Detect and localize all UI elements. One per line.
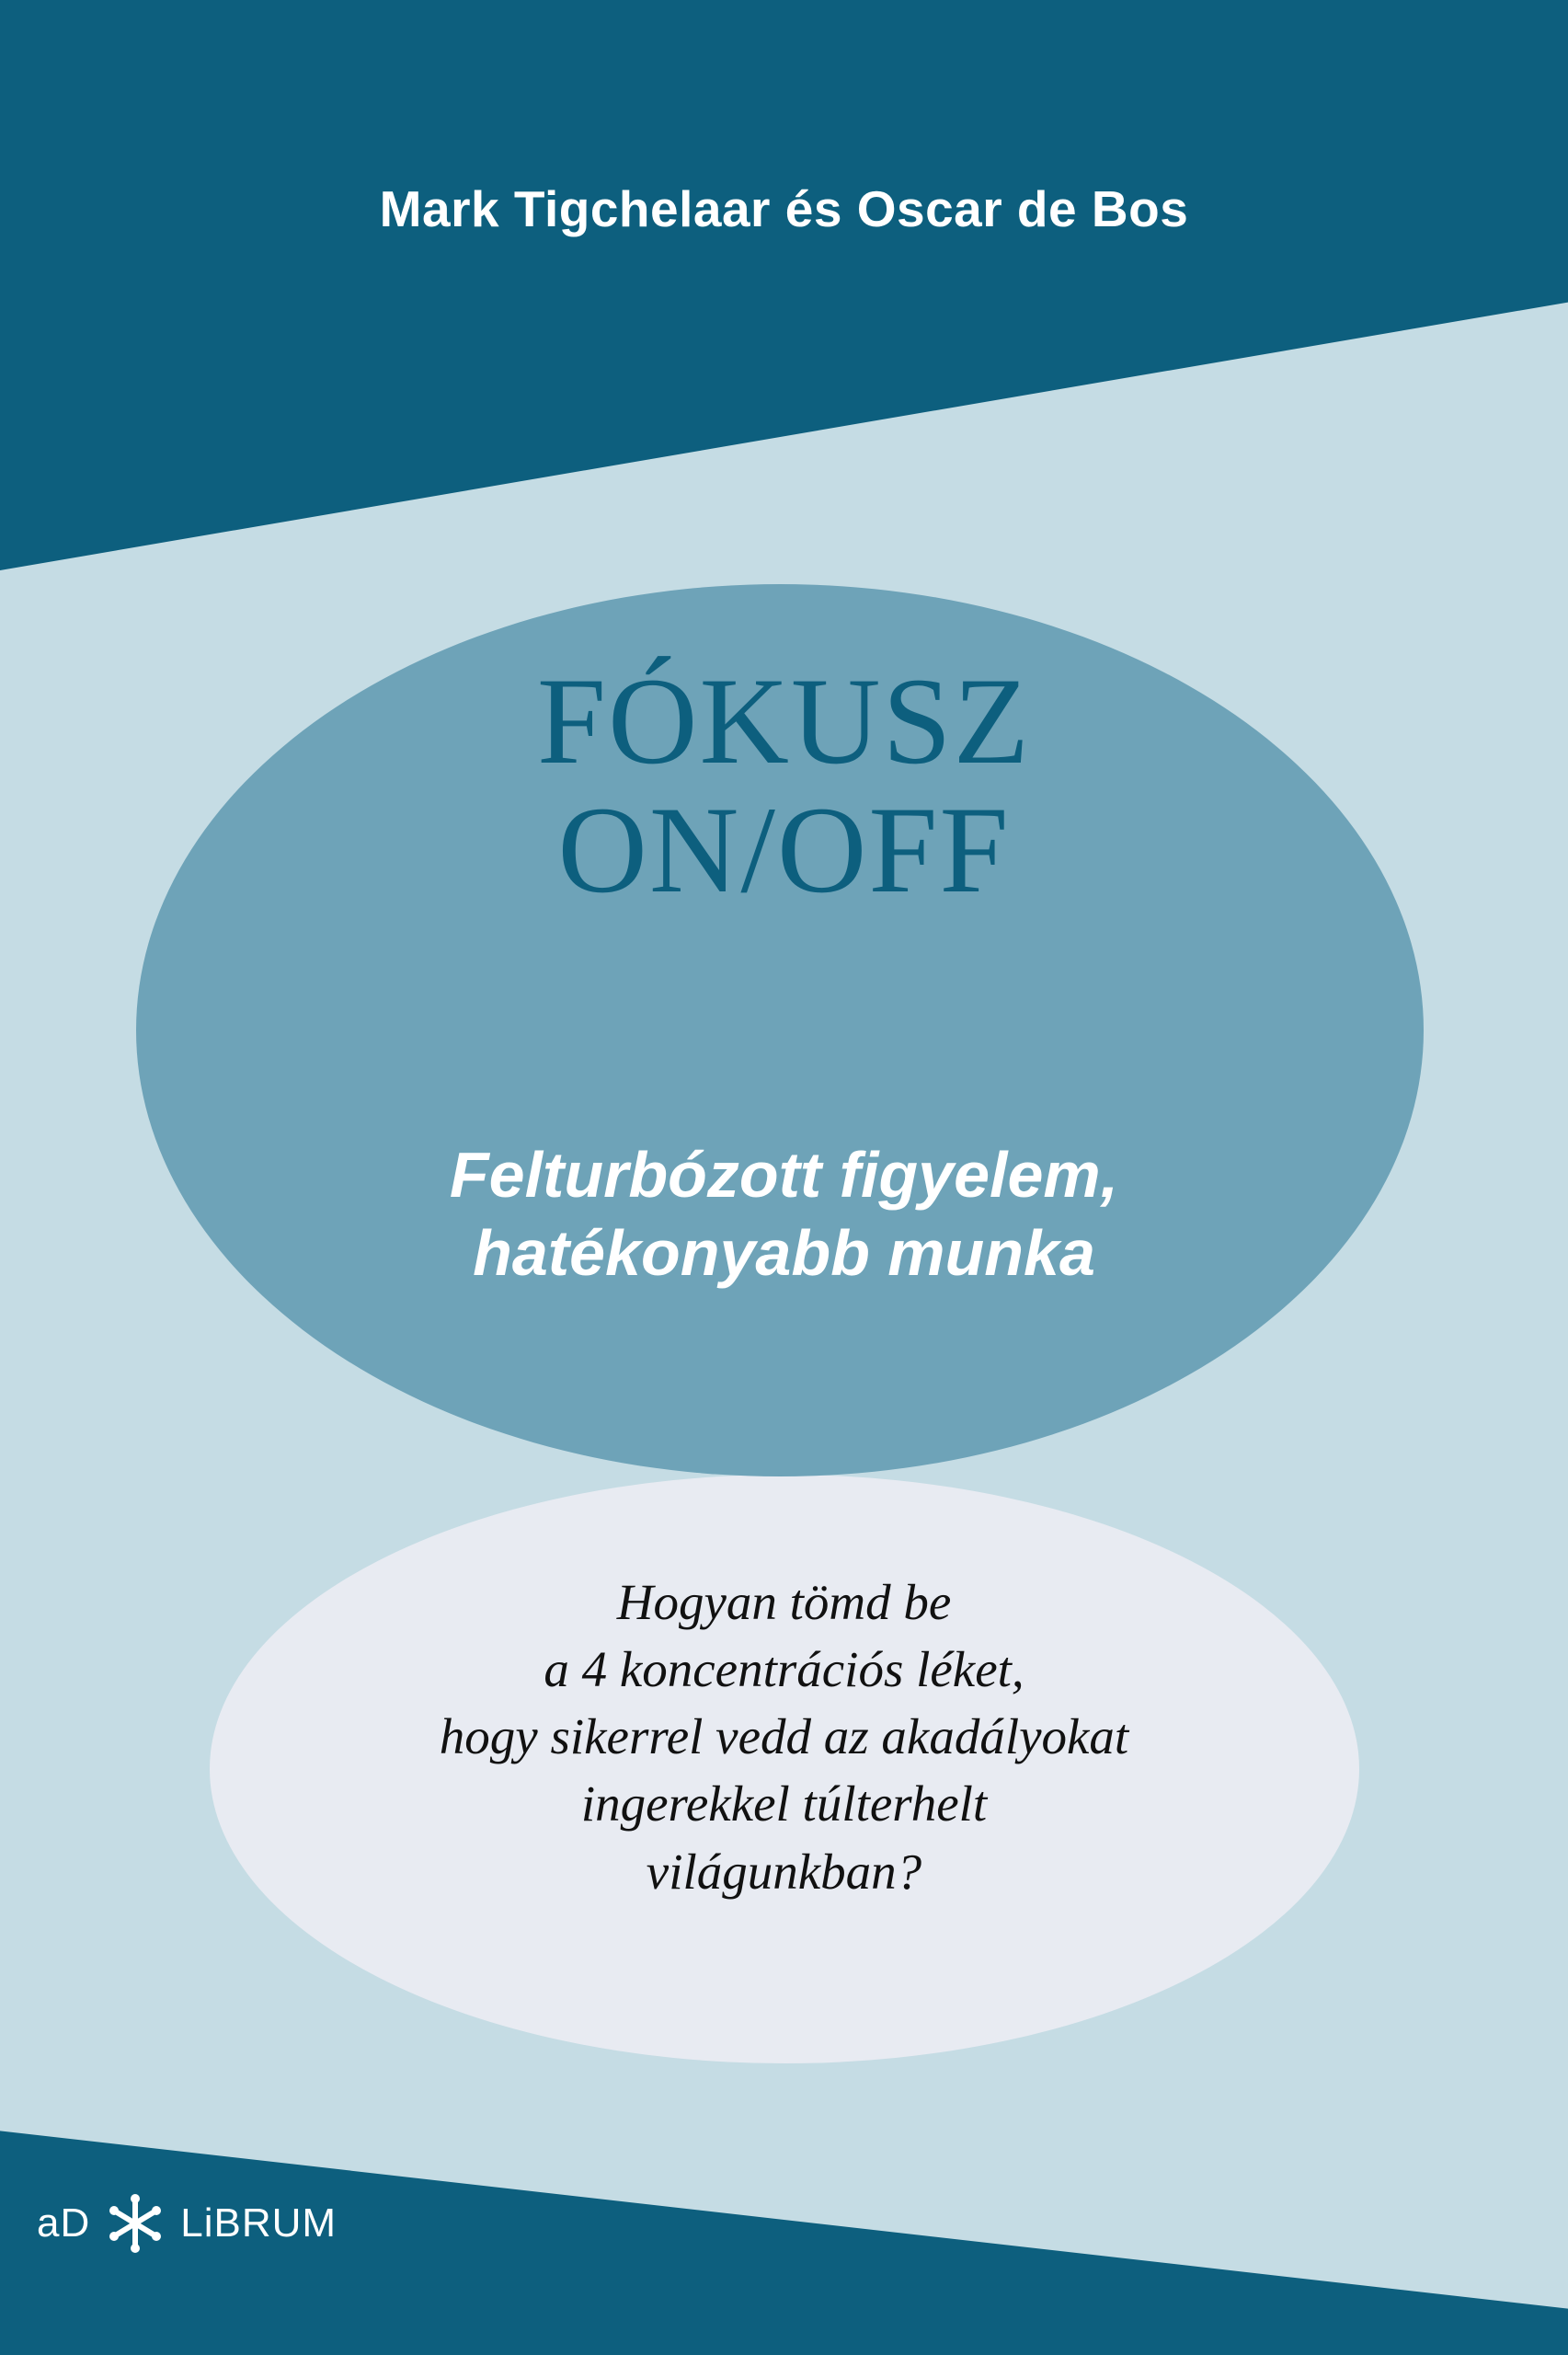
blurb-line-4: ingerekkel túlterhelt	[580, 1775, 988, 1832]
book-title	[0, 653, 1568, 920]
publisher-prefix: aD	[37, 2200, 91, 2246]
publisher-logo	[37, 2191, 337, 2256]
author-line: Mark Tigchelaar és Oscar de Bos	[379, 180, 1189, 237]
blurb-line-2: a 4 koncentrációs léket,	[544, 1641, 1024, 1698]
book-subtitle	[0, 1136, 1568, 1293]
subtitle-line-1: Felturbózott figyelem,	[449, 1139, 1119, 1211]
title-line-2: ON/OFF	[557, 782, 1011, 920]
asterisk-icon	[103, 2191, 167, 2256]
blurb-line-3: hogy sikerrel vedd az akadályokat	[439, 1708, 1129, 1765]
blurb-line-5: világunkban?	[646, 1843, 922, 1900]
cover-blurb	[0, 1568, 1568, 1905]
blurb-line-1: Hogyan tömd be	[616, 1574, 952, 1630]
publisher-name: LiBRUM	[180, 2200, 338, 2246]
subtitle-line-2: hatékonyabb munka	[473, 1217, 1095, 1290]
title-line-1: FÓKUSZ	[536, 653, 1032, 790]
